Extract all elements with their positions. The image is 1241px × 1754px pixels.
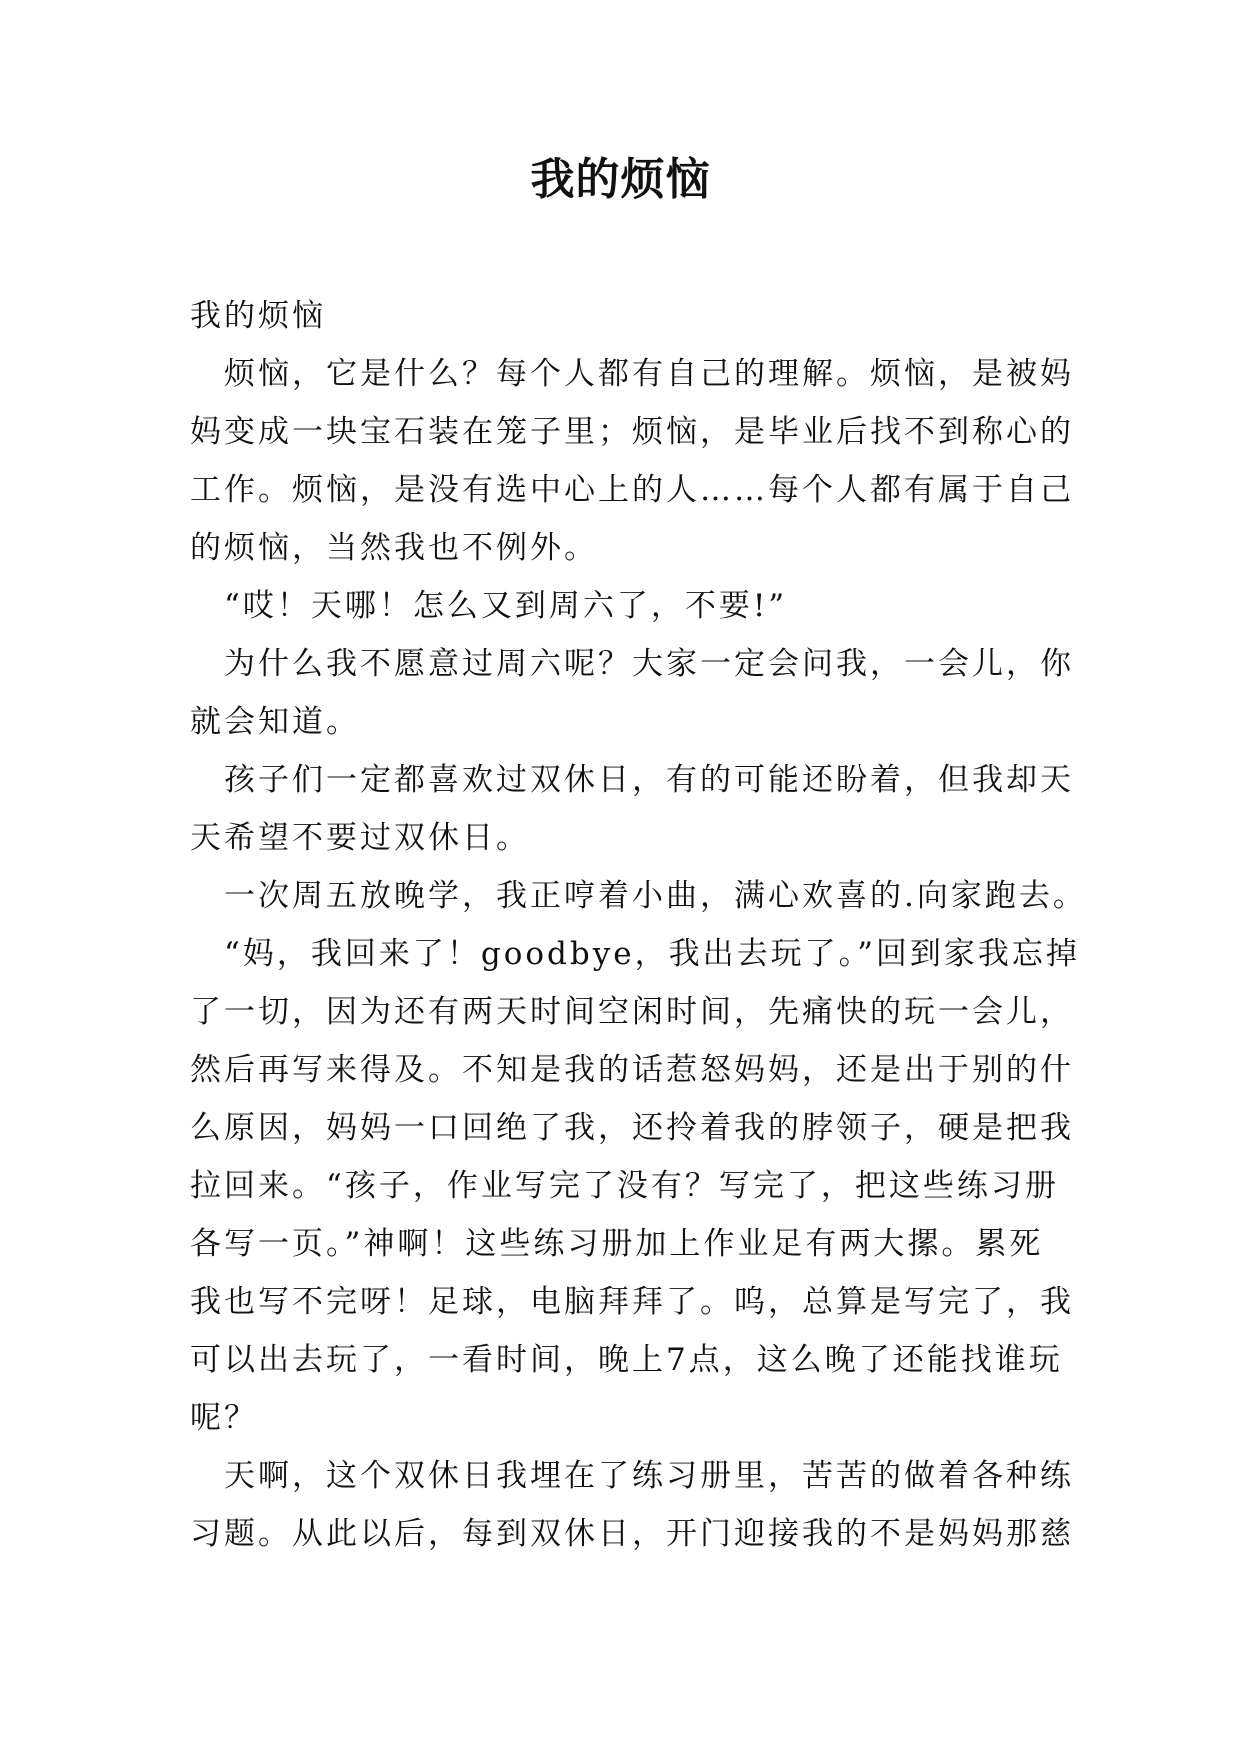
paragraph-line: 习题。从此以后，每到双休日，开门迎接我的不是妈妈那慈 <box>190 1516 1074 1552</box>
document-title: 我的烦恼 <box>530 154 711 205</box>
paragraph-line: 烦恼，它是什么？每个人都有自己的理解。烦恼，是被妈 <box>224 356 1074 392</box>
paragraph-line: 了一切，因为还有两天时间空闲时间，先痛快的玩一会儿， <box>190 994 1074 1030</box>
paragraph-line: 拉回来。“孩子，作业写完了没有？写完了，把这些练习册 <box>190 1168 1059 1204</box>
paragraph-line: 天啊，这个双休日我埋在了练习册里，苦苦的做着各种练 <box>224 1458 1074 1494</box>
paragraph-line: 工作。烦恼，是没有选中心上的人……每个人都有属于自己 <box>190 472 1074 508</box>
paragraph-line: “哎！天哪！怎么又到周六了，不要!” <box>224 588 788 624</box>
paragraph-line: 妈变成一块宝石装在笼子里；烦恼，是毕业后找不到称心的 <box>190 414 1074 450</box>
paragraph-line: 各写一页。”神啊！这些练习册加上作业足有两大摞。累死 <box>190 1226 1044 1262</box>
paragraph-line: 我也写不完呀！足球，电脑拜拜了。呜，总算是写完了，我 <box>190 1284 1074 1320</box>
paragraph-line: “妈，我回来了！goodbye，我出去玩了。”回到家我忘掉 <box>224 936 1080 972</box>
paragraph-line: 一次周五放晚学，我正哼着小曲，满心欢喜的.向家跑去。 <box>224 878 1087 914</box>
paragraph-line: 就会知道。 <box>190 704 360 740</box>
paragraph-line: 然后再写来得及。不知是我的话惹怒妈妈，还是出于别的什 <box>190 1052 1074 1088</box>
paragraph-line: 为什么我不愿意过周六呢？大家一定会问我，一会儿，你 <box>224 646 1074 682</box>
paragraph-line: 的烦恼，当然我也不例外。 <box>190 530 598 566</box>
paragraph-line: 天希望不要过双休日。 <box>190 820 530 856</box>
paragraph-line: 么原因，妈妈一口回绝了我，还拎着我的脖领子，硬是把我 <box>190 1110 1074 1146</box>
document-subtitle: 我的烦恼 <box>190 298 326 334</box>
paragraph-line: 可以出去玩了，一看时间，晚上7点，这么晚了还能找谁玩 <box>190 1342 1063 1378</box>
document-body <box>190 287 1087 1563</box>
paragraph-line: 呢？ <box>190 1400 258 1436</box>
paragraph-line: 孩子们一定都喜欢过双休日，有的可能还盼着，但我却天 <box>224 762 1074 798</box>
